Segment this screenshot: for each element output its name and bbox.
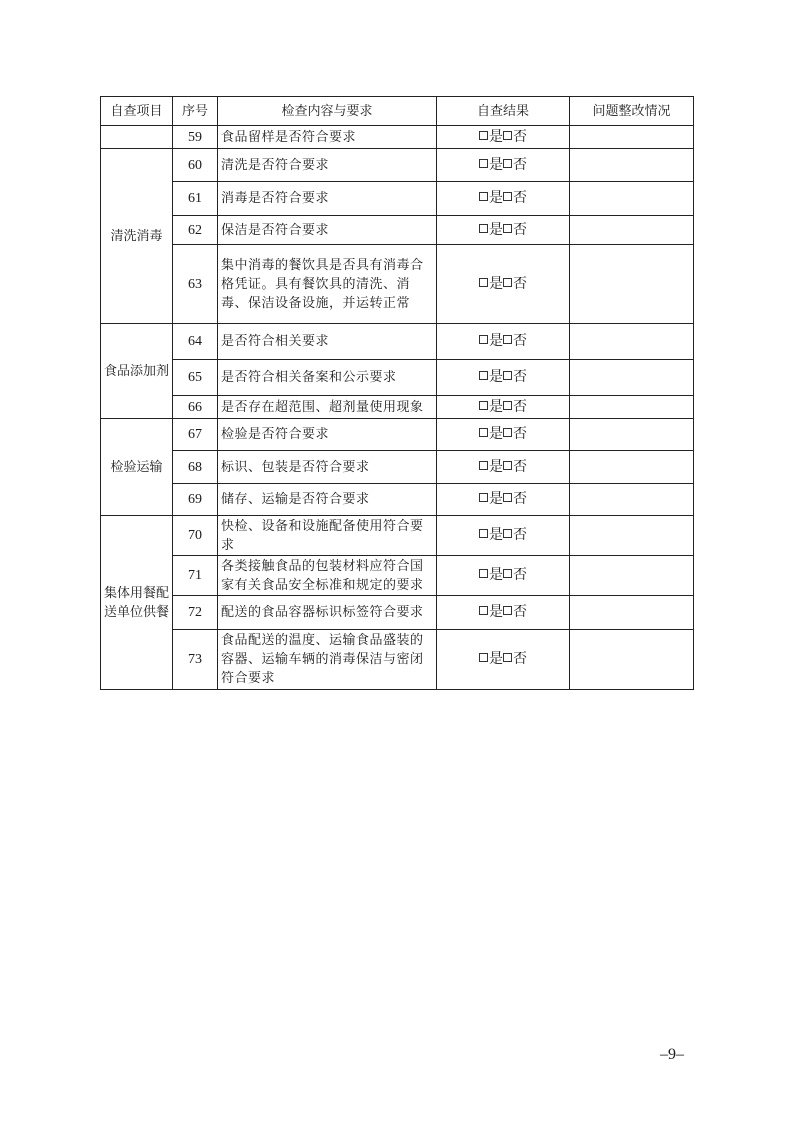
- category-catering: 集体用餐配送单位供餐: [101, 516, 173, 690]
- no-label: 否: [513, 190, 527, 206]
- row-requirement: 食品留样是否符合要求: [218, 126, 437, 149]
- row-result: [437, 149, 570, 182]
- row-rectify[interactable]: [570, 126, 694, 149]
- no-label: 否: [513, 156, 527, 173]
- row-requirement: 检验是否符合要求: [218, 419, 437, 451]
- row-requirement: 各类接触食品的包装材料应符合国家有关食品安全标准和规定的要求: [218, 556, 437, 596]
- yes-label: 是: [489, 458, 503, 475]
- row-rectify[interactable]: [570, 484, 694, 516]
- table-row: [101, 126, 694, 149]
- row-result: [437, 556, 570, 596]
- yes-checkbox[interactable]: [479, 278, 488, 287]
- row-rectify[interactable]: [570, 630, 694, 690]
- yes-label: 是: [489, 369, 503, 385]
- row-number: 70: [173, 516, 218, 556]
- no-label: 否: [513, 369, 527, 385]
- table-row: [101, 419, 694, 451]
- yes-checkbox[interactable]: [479, 461, 488, 470]
- row-rectify[interactable]: [570, 149, 694, 182]
- yes-label: 是: [489, 221, 503, 238]
- row-requirement: 保洁是否符合要求: [218, 216, 437, 245]
- no-checkbox[interactable]: [503, 192, 512, 201]
- row-number: 66: [173, 396, 218, 419]
- no-label: 否: [513, 333, 527, 349]
- row-number: 65: [173, 360, 218, 396]
- row-number: 69: [173, 484, 218, 516]
- row-result: [437, 484, 570, 516]
- yes-label: 是: [489, 491, 503, 507]
- row-rectify[interactable]: [570, 556, 694, 596]
- yes-label: 是: [489, 604, 503, 620]
- no-checkbox[interactable]: [503, 606, 512, 615]
- row-requirement: 是否符合相关要求: [218, 324, 437, 360]
- row-requirement: 集中消毒的餐饮具是否具有消毒合格凭证。具有餐饮具的清洗、消毒、保洁设备设施，并运转正常: [218, 245, 437, 324]
- row-result: [437, 419, 570, 451]
- yes-checkbox[interactable]: [479, 371, 488, 380]
- header-category: 自查项目: [101, 97, 173, 126]
- table-row: [101, 484, 694, 516]
- yes-checkbox[interactable]: [479, 653, 488, 662]
- no-label: 否: [513, 567, 527, 583]
- row-result: [437, 182, 570, 216]
- row-rectify[interactable]: [570, 596, 694, 630]
- header-rectify: 问题整改情况: [570, 97, 694, 126]
- no-label: 否: [513, 491, 527, 507]
- row-rectify[interactable]: [570, 245, 694, 324]
- no-label: 否: [513, 527, 527, 543]
- yes-label: 是: [489, 156, 503, 173]
- yes-label: 是: [489, 190, 503, 206]
- table-row: [101, 360, 694, 396]
- yes-checkbox[interactable]: [479, 401, 488, 410]
- row-result: [437, 360, 570, 396]
- no-checkbox[interactable]: [503, 131, 512, 140]
- no-label: 否: [513, 275, 527, 292]
- row-requirement: 食品配送的温度、运输食品盛装的容器、运输车辆的消毒保洁与密闭符合要求: [218, 630, 437, 690]
- yes-checkbox[interactable]: [479, 529, 488, 538]
- yes-label: 是: [489, 426, 503, 442]
- row-number: 61: [173, 182, 218, 216]
- table-row: [101, 516, 694, 556]
- row-requirement: 是否存在超范围、超剂量使用现象: [218, 396, 437, 419]
- no-checkbox[interactable]: [503, 224, 512, 233]
- page-number: –9–: [660, 1046, 684, 1063]
- row-rectify[interactable]: [570, 360, 694, 396]
- yes-label: 是: [489, 651, 503, 667]
- row-rectify[interactable]: [570, 396, 694, 419]
- yes-checkbox[interactable]: [479, 335, 488, 344]
- no-checkbox[interactable]: [503, 428, 512, 437]
- no-checkbox[interactable]: [503, 461, 512, 470]
- row-result: [437, 516, 570, 556]
- header-content: 检查内容与要求: [218, 97, 437, 126]
- table-row: [101, 182, 694, 216]
- row-number: 71: [173, 556, 218, 596]
- no-checkbox[interactable]: [503, 493, 512, 502]
- yes-label: 是: [489, 527, 503, 543]
- row-rectify[interactable]: [570, 419, 694, 451]
- row-rectify[interactable]: [570, 216, 694, 245]
- table-row: [101, 596, 694, 630]
- self-inspection-table: [100, 96, 694, 690]
- category-cleaning: 清洗消毒: [101, 149, 173, 324]
- row-number: 63: [173, 245, 218, 324]
- header-seq: 序号: [173, 97, 218, 126]
- category-additives: 食品添加剂: [101, 324, 173, 419]
- row-number: 64: [173, 324, 218, 360]
- row-number: 67: [173, 419, 218, 451]
- row-result: [437, 324, 570, 360]
- table-row: [101, 396, 694, 419]
- no-label: 否: [513, 651, 527, 667]
- yes-checkbox[interactable]: [479, 159, 488, 168]
- no-checkbox[interactable]: [503, 335, 512, 344]
- no-label: 否: [513, 128, 527, 145]
- no-checkbox[interactable]: [503, 653, 512, 662]
- category-cell-empty: [101, 126, 173, 149]
- row-requirement: 储存、运输是否符合要求: [218, 484, 437, 516]
- row-requirement: 配送的食品容器标识标签符合要求: [218, 596, 437, 630]
- row-rectify[interactable]: [570, 451, 694, 484]
- yes-label: 是: [489, 398, 503, 415]
- row-number: 60: [173, 149, 218, 182]
- no-checkbox[interactable]: [503, 371, 512, 380]
- row-result: [437, 596, 570, 630]
- row-requirement: 快检、设备和设施配备使用符合要求: [218, 516, 437, 556]
- yes-label: 是: [489, 567, 503, 583]
- row-result: [437, 126, 570, 149]
- no-label: 否: [513, 458, 527, 475]
- table-row: [101, 216, 694, 245]
- no-checkbox[interactable]: [503, 159, 512, 168]
- yes-checkbox[interactable]: [479, 569, 488, 578]
- yes-checkbox[interactable]: [479, 131, 488, 140]
- yes-checkbox[interactable]: [479, 493, 488, 502]
- row-rectify[interactable]: [570, 516, 694, 556]
- no-label: 否: [513, 398, 527, 415]
- row-number: 68: [173, 451, 218, 484]
- yes-label: 是: [489, 275, 503, 292]
- yes-checkbox[interactable]: [479, 224, 488, 233]
- yes-label: 是: [489, 128, 503, 145]
- row-rectify[interactable]: [570, 182, 694, 216]
- row-result: [437, 245, 570, 324]
- row-result: [437, 451, 570, 484]
- table-row: [101, 630, 694, 690]
- no-checkbox[interactable]: [503, 278, 512, 287]
- yes-checkbox[interactable]: [479, 428, 488, 437]
- header-row: [101, 97, 694, 126]
- row-requirement: 是否符合相关备案和公示要求: [218, 360, 437, 396]
- row-requirement: 消毒是否符合要求: [218, 182, 437, 216]
- table-row: [101, 245, 694, 324]
- yes-checkbox[interactable]: [479, 606, 488, 615]
- table-row: [101, 324, 694, 360]
- row-result: [437, 216, 570, 245]
- no-label: 否: [513, 604, 527, 620]
- header-result: 自查结果: [437, 97, 570, 126]
- row-result: [437, 396, 570, 419]
- row-number: 72: [173, 596, 218, 630]
- table-row: [101, 149, 694, 182]
- table-row: [101, 556, 694, 596]
- no-checkbox[interactable]: [503, 569, 512, 578]
- yes-label: 是: [489, 333, 503, 349]
- no-checkbox[interactable]: [503, 401, 512, 410]
- no-checkbox[interactable]: [503, 529, 512, 538]
- category-inspection: 检验运输: [101, 419, 173, 516]
- yes-checkbox[interactable]: [479, 192, 488, 201]
- no-label: 否: [513, 221, 527, 238]
- row-number: 62: [173, 216, 218, 245]
- row-result: [437, 630, 570, 690]
- table-row: [101, 451, 694, 484]
- no-label: 否: [513, 426, 527, 442]
- row-requirement: 清洗是否符合要求: [218, 149, 437, 182]
- row-number: 59: [173, 126, 218, 149]
- row-rectify[interactable]: [570, 324, 694, 360]
- row-requirement: 标识、包装是否符合要求: [218, 451, 437, 484]
- row-number: 73: [173, 630, 218, 690]
